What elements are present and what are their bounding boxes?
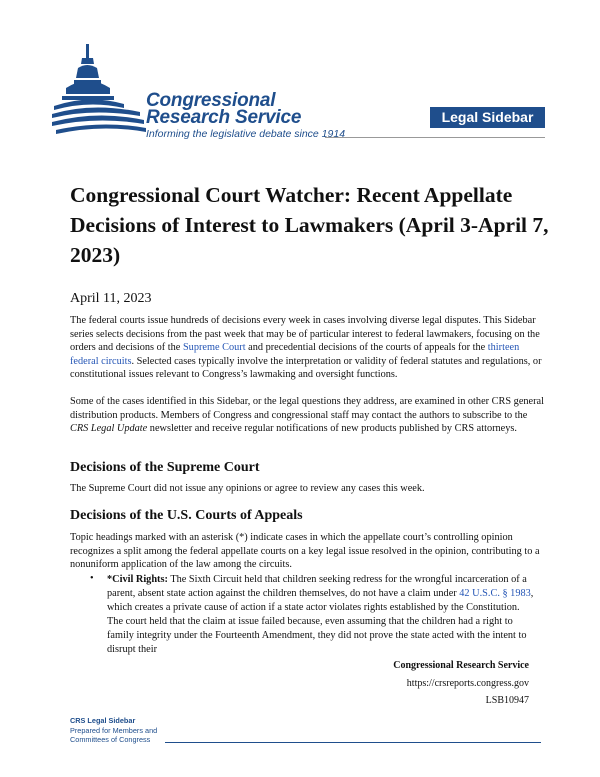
legal-sidebar-badge: Legal Sidebar [430, 107, 545, 128]
supreme-court-heading: Decisions of the Supreme Court [70, 460, 260, 475]
supreme-court-link[interactable]: Supreme Court [182, 342, 246, 354]
footer-audience-line2: Committees of Congress [70, 735, 151, 744]
footer-divider [165, 742, 541, 743]
intro-text: and precedential decisions of the courts of appeals for the [245, 342, 488, 354]
footer-org: Congressional Research Service [393, 660, 529, 671]
org-tagline: Informing the legislative debate since 1914 [146, 128, 346, 140]
capitol-dome-logo [52, 44, 147, 142]
header-divider [325, 137, 545, 138]
intro-text: . Selected cases typically involve the interpretation or validity of federal statutes and regulations, or constitutional issues relevant to Congress’s lawmaking and oversight functions. [70, 355, 542, 381]
intro-text: newsletter and receive regular notifications of new products published by CRS attorneys. [147, 423, 517, 435]
topic-label: *Civil Rights: [107, 574, 168, 585]
item-text: , which creates a private cause of action if a state actor violates rights established by the Constitution. The court held that the claim at issue failed because, even assuming that the children had a right to family integrity under the Fourteenth Amendment, they did not prove the state acted with the intent to disrupt their [107, 588, 534, 655]
document-date: April 11, 2023 [70, 291, 152, 306]
newsletter-name: CRS Legal Update [70, 423, 148, 435]
intro-paragraph-2 [70, 395, 545, 436]
footer-report-id: LSB10947 [485, 695, 529, 706]
org-name-line1: Congressional [146, 90, 276, 111]
intro-text: Some of the cases identified in this Sidebar, or the legal questions they address, are examined in other CRS general distribution products. Members of Congress and congressional staff may contact the authors to subscribe to the [70, 396, 544, 421]
org-logo-wordmark [146, 92, 301, 126]
footer-series-title: CRS Legal Sidebar [70, 716, 136, 725]
footer-series [70, 716, 157, 745]
civil-rights-item [107, 573, 537, 657]
appeals-heading: Decisions of the U.S. Courts of Appeals [70, 508, 303, 523]
footer-url[interactable]: https://crsreports.congress.gov [406, 678, 529, 689]
supreme-court-text: The Supreme Court did not issue any opinions or agree to review any cases this week. [70, 483, 425, 494]
intro-text: The federal courts issue hundreds of decisions every week in cases involving diverse legal disputes. This Sidebar series selects decisions from the past week that may be of particular interest to federal lawmakers, focusing on the orders and decisions of the [70, 315, 540, 354]
bullet-marker: • [90, 573, 94, 584]
appeals-text: Topic headings marked with an asterisk (*) indicate cases in which the appellate court’s controlling opinion recognizes a split among the federal appellate courts on a key legal issue resolved in the opinion, contributing to a nonuniform application of the law among the circuits. [70, 532, 540, 571]
usc-1983-link[interactable]: 42 U.S.C. § 1983 [459, 588, 531, 599]
org-name-line2: Research Service [146, 107, 302, 128]
document-title: Congressional Court Watcher: Recent Appellate Decisions of Interest to Lawmakers (April 3-April 7, 2023) [70, 183, 549, 267]
intro-paragraph-1 [70, 314, 545, 382]
footer-audience-line1: Prepared for Members and [70, 725, 158, 735]
item-text: The Sixth Circuit held that children seeking redress for the wrongful incarceration of a parent, absent state action against the children themselves, do not have a claim under [107, 574, 527, 599]
federal-circuits-link[interactable]: thirteen federal circuits [70, 342, 520, 367]
